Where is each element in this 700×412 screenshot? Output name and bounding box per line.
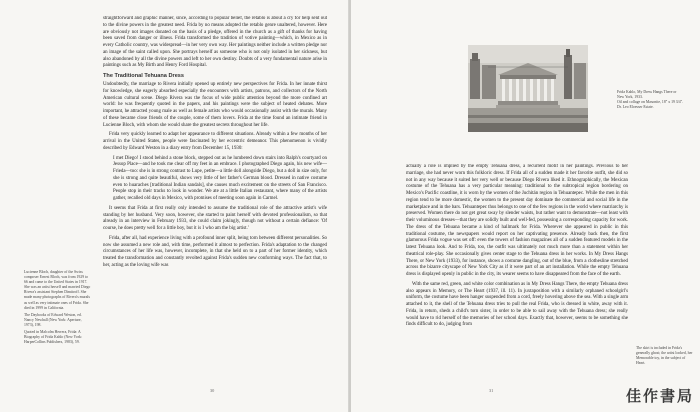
left-body-text [103,16,327,394]
side-note: Quoted in Malcolm Herrera, Frida: A Biography of Frida Kahlo (New York: HarperCollins Publishers, 1983), 59. [24,330,83,345]
right-body-text [406,164,628,396]
painting-image [468,45,588,132]
publisher-watermark: 佳作書局 [625,387,694,405]
right-page [351,0,700,412]
paragraph: straightforward and graphic manner, since, according to popular belief, the retablo is about a cry for help sent out to the divine powers in the greatest need. Frida by no means adopted the retablo genre unaltered, however. Here are obviously not images donated on the basis of a pledge, offered in the church as a gift of thanks for having been saved from danger or illness. Frida transformed the tradition of votive painting—which, in Mexico as in every Catholic country, was widespread—in her very own way. Her paintings neither include a written pledge nor an image of the saint called upon. She portrays herself as someone who is not only isolated in her sickness, but also abandoned by all the divine powers and left to her own destiny. Doubts of a very fundamental nature arise in paintings such as My Birth and Henry Ford Hospital. [103,16,327,69]
side-note: The skirt is included in Frida's generally ghost; the artist looked, her Memorable toy, in the subject of Heart. [636,346,693,366]
left-side-notes [24,270,92,347]
caption-line: New York, 1933. [617,95,643,99]
section-heading: The Traditional Tehuana Dress [103,73,185,79]
right-side-note [636,346,694,368]
quote-text: I met Diego! I stood behind a stone block, stepped out as he lumbered down stairs into Ralph's courtyard on Jessop Place—and he took me clear off my feet in an embrace. I photographed Diego again, his new wife—Frieda—too: she is in strong contrast to Lupe, petite—a little doll alongside Diego, but a doll in size only, for she is strong and quite beautiful, shows very little of her father's German blood. Dressed in native costume even to huaraches [traditional Indian sandals], she causes much excitement on the streets of San Francisco. People stop in their tracks to look in wonder. We ate at a little Italian restaurant, where many of the artists gather, recalled old days in Mexico, with promises of meeting soon again in Carmel. [113,155,327,201]
paragraph: It seems that Frida at first really only intended to assume the traditional role of the attractive artist's wife standing by her husband. Very soon, however, she started to paint herself with devoted professionalism, so that already in an interview in February 1933, she could claim jokingly, though not without a certain defiance: 'Of course, he does pretty well for a little boy, but it is I who am the big artist.' [103,205,327,231]
caption-line: Frida Kahlo, My Dress Hangs There or [617,90,677,94]
side-note: The Daybooks of Edward Weston, ed. Nancy Newhall (New York: Aperture, 1973), 198. [24,312,82,327]
paragraph: With the same red, green, and white color combination as in My Dress Hangs There, the empty Tehuana dress also appears in Memory, or The Heart (1937, ill. 11). In juxtaposition with a similarly orphaned schoolgirl's uniform, the costume have been hanger suspended from a cord, freely hovering above the sea. With a single arm attached to it, the shell of the Tehuana dress tries to pull the real Frida, who is dressed in white, away with it. Frida, in return, sheds a child's torn sister, in order to be able to sail away with the Tehuana dress; she really would have to rid herself of the memories of her school days. Exactly that, however, seems to be something she finds difficult to do, judging from [406,281,628,328]
block-quote [113,156,327,203]
figure-caption [617,90,689,110]
page-number: 30 [210,388,215,393]
paragraph: Undoubtedly, the marriage to Rivera initially opened up entirely new perspectives for Frida. In her innate thirst for knowledge, she eagerly absorbed especially the encounters with artists, patrons, and collectors of the North American cultural scene. Diego Rivera was the focus of wide public attention beyond the more confined art world: he was frequently quoted in the papers, and his paintings were the subject of heated debates. More important, he attracted young male as well as female artists who would occasionally assist with the murals. Many of these became close friends of the couple, some of them lovers. Frida at the time found an intimate friend in Lucienne Bloch, with whom she would share the greatest secrets throughout her life. [103,82,327,128]
side-note: Lucienne Bloch, daughter of the Swiss composer Ernest Bloch, was from 1929 to 66 and came to the United States in 1917. She was an artist herself and married Diego Rivera's assistant Stephen Dimitroff. She made many photographs of Rivera's murals as well as very intimate ones of Frida. She died in 1999 in California. [24,270,91,310]
caption-line: Oil and collage on Masonite, 18" x 19 3/4". [617,100,684,104]
caption-line: Dr. Leo Eloesser Estate. [617,105,654,109]
paragraph: Frida very quickly learned to adapt her appearance to different situations. Already within a few months of her arrival in the United States, people were fascinated by her eccentric demeanor. This phenomenon is vividly described by Edward Weston in a diary entry from December 15, 1930: [103,132,327,151]
left-page [0,0,349,412]
page-number: 31 [489,388,494,393]
paragraph: actually a role is implied by the empty Tehuana dress, a recurrent motif in her paintings. Previous to her marriage, she had never worn this folkloric dress. If Frida all of a sudden made it her favorite outfit, she did so not in any way because it suited her very well or because Diego Rivera liked it. Ethnographically, the Mexican costume of the Tehuana has a very particular meaning: traditional to the subtropical region bordering on Mexico's Pacific coastline, it is worn by the women of the Juchitán region in Tehuantepec. While the men in this region tend to be more domestic, the women to the present day dominate the commercial and social life in the marketplace and in the bars. Tehuantepec thus belongs to one of the few regions in the world where matriarchy is preserved. Women there do not get great sway by slender waists, but rather want to demonstrate—not least with their voluminous dresses—that they are solidly built and well-fed, possessing a corresponding capacity for work. The dress of the Tehuana became a kind of hallmark for Frida. Wherever she appeared in public in this traditional costume, the newspapers would report on her captivating presence. Already back then, the first glamorous Frida vogue was set off: even the towers of fashion magazines all of a sudden featured models in the latest Tehuana look. And to Frida, too, the outfit was ultimately not much more than a statement within her theatrical role-play. She occasionally gives center stage to the Tehuana dress in her works. In My Dress Hangs There, or New York (1933), for instance, shows a costume dangling, out of the blue, from a clothesline stretched across the bizarre cityscape of New York City as if it were part of an art installation. While the empty Tehuana dress is displayed openly in public in the city, its wearer seems to have disappeared from the face of the earth. [406,164,628,277]
paragraph: Frida, after all, had experience living with a profound inner split, being torn between different personalities. So now she assumed a new role and, with time, performed it almost to perfection. Frida's adaptation to the changed circumstances of her life was, however, incomplete, in that she held on to a part of her former identity, which treated the transformation and constantly revolted against Frida's sudden new conforming ways. The fact that, to her, acting as the loving wife was [103,235,327,268]
